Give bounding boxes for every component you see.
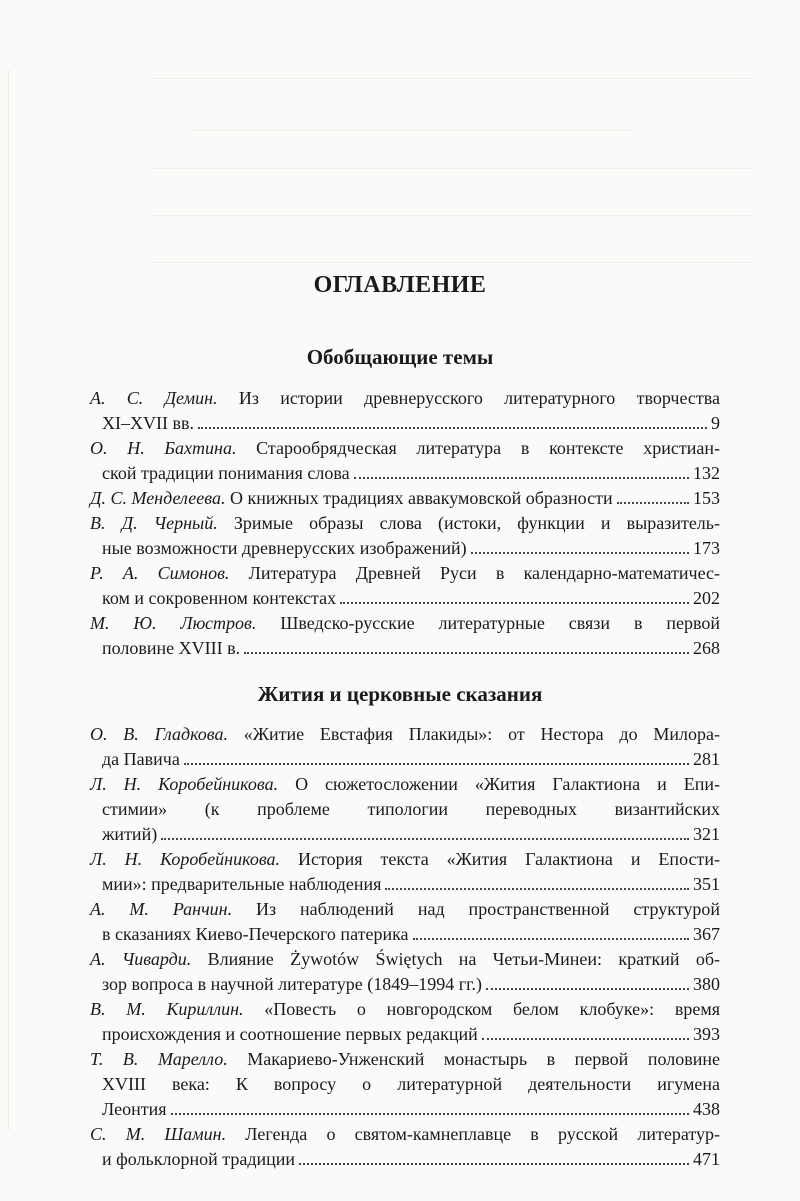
entry-text-line bbox=[102, 1022, 478, 1047]
page-number: 393 bbox=[693, 1024, 720, 1044]
section-heading: Жития и церковные сказания bbox=[257, 682, 543, 706]
page-edge-shadow bbox=[8, 70, 15, 1130]
entry-text-line bbox=[102, 536, 467, 561]
toc-entry[interactable] bbox=[90, 722, 720, 772]
entry-text-line bbox=[102, 922, 409, 947]
entry-title: стимии» (к проблеме типологии переводных византийских bbox=[102, 799, 720, 819]
entry-title: Легенда о святом-камнеплавце в русской литератур- bbox=[226, 1124, 720, 1144]
entry-text-line bbox=[90, 511, 720, 536]
entry-text-line bbox=[90, 722, 720, 747]
bleed-through-line bbox=[150, 78, 750, 79]
dot-leader bbox=[184, 763, 689, 765]
entry-title: мии»: предварительные наблюдения bbox=[102, 874, 382, 894]
dot-leader bbox=[198, 427, 707, 429]
entry-author: О. Н. Бахтина. bbox=[90, 438, 237, 458]
entry-text-line bbox=[90, 561, 720, 586]
dot-leader bbox=[471, 552, 689, 554]
toc-entry[interactable] bbox=[90, 611, 720, 661]
entry-title: Влияние Żywotów Świętych на Четьи-Минеи: краткий об- bbox=[191, 949, 720, 969]
toc-entry[interactable] bbox=[90, 511, 720, 561]
entry-title: XI–XVII вв. bbox=[102, 413, 194, 433]
page-number: 438 bbox=[693, 1099, 720, 1119]
dot-leader bbox=[161, 838, 689, 840]
entry-text-line bbox=[90, 486, 613, 511]
bleed-through-line bbox=[150, 215, 750, 216]
entry-text-line bbox=[90, 436, 720, 461]
toc-entry[interactable] bbox=[90, 847, 720, 897]
entry-title: ные возможности древнерусских изображений) bbox=[102, 538, 467, 558]
entry-text-line bbox=[102, 1147, 295, 1172]
entry-title: ком и сокровенном контекстах bbox=[102, 588, 337, 608]
entry-text-line bbox=[90, 611, 720, 636]
entry-author: Л. Н. Коробейникова. bbox=[90, 774, 279, 794]
section-heading: Обобщающие темы bbox=[306, 345, 494, 369]
page-number: 380 bbox=[693, 974, 720, 994]
dot-leader bbox=[385, 888, 689, 890]
entry-text-line bbox=[90, 1047, 720, 1072]
entry-author: Л. Н. Коробейникова. bbox=[90, 849, 281, 869]
entry-title: житий) bbox=[102, 824, 158, 844]
entry-title: половине XVIII в. bbox=[102, 638, 241, 658]
entry-text-line bbox=[90, 947, 720, 972]
entry-title: ской традиции понимания слова bbox=[102, 463, 350, 483]
entry-text-line bbox=[102, 1097, 167, 1122]
entry-text-line bbox=[102, 747, 180, 772]
page-number: 321 bbox=[693, 824, 720, 844]
entry-title: Из наблюдений над пространственной структурой bbox=[232, 899, 720, 919]
entry-title: О книжных традициях аввакумовской образности bbox=[225, 488, 613, 508]
entry-title: Леонтия bbox=[102, 1099, 167, 1119]
entry-text-line bbox=[102, 461, 350, 486]
toc-list bbox=[90, 386, 720, 661]
page-number: 132 bbox=[693, 463, 720, 483]
dot-leader bbox=[482, 1038, 689, 1040]
page-number: 202 bbox=[693, 588, 720, 608]
page-number: 367 bbox=[693, 924, 720, 944]
entry-text-line bbox=[90, 1122, 720, 1147]
dot-leader bbox=[244, 652, 689, 654]
entry-text-line bbox=[90, 772, 720, 797]
entry-author: М. Ю. Люстров. bbox=[90, 613, 257, 633]
entry-title: О сюжетосложении «Жития Галактиона и Епи- bbox=[278, 774, 720, 794]
entry-title: зор вопроса в научной литературе (1849–1994 гг.) bbox=[102, 974, 483, 994]
dot-leader bbox=[486, 988, 689, 990]
dot-leader bbox=[171, 1113, 690, 1115]
entry-text-line bbox=[90, 997, 720, 1022]
toc-entry[interactable] bbox=[90, 386, 720, 436]
dot-leader bbox=[299, 1163, 689, 1165]
entry-title: Старообрядческая литература в контексте христиан- bbox=[236, 438, 720, 458]
entry-title: в сказаниях Киево-Печерского патерика bbox=[102, 924, 409, 944]
page-number: 173 bbox=[693, 538, 720, 558]
toc-entry[interactable] bbox=[90, 1047, 720, 1122]
bleed-through-line bbox=[150, 262, 750, 263]
entry-title: Макариево-Унженский монастырь в первой половине bbox=[227, 1049, 721, 1069]
page-number: 281 bbox=[693, 749, 720, 769]
entry-author: В. М. Кириллин. bbox=[90, 999, 244, 1019]
entry-author: С. М. Шамин. bbox=[90, 1124, 227, 1144]
toc-entry[interactable] bbox=[90, 486, 720, 511]
dot-leader bbox=[340, 602, 689, 604]
toc-entry[interactable] bbox=[90, 561, 720, 611]
page-number: 351 bbox=[693, 874, 720, 894]
entry-title: «Житие Евстафия Плакиды»: от Нестора до Милора- bbox=[228, 724, 720, 744]
dot-leader bbox=[354, 477, 689, 479]
page-number: 153 bbox=[693, 488, 720, 508]
entry-text-line bbox=[90, 386, 720, 411]
toc-entry[interactable] bbox=[90, 947, 720, 997]
entry-text-line bbox=[90, 797, 720, 822]
toc-entry[interactable] bbox=[90, 772, 720, 847]
page-title: ОГЛАВЛЕНИЕ bbox=[313, 272, 487, 298]
entry-title: Зримые образы слова (истоки, функции и выразитель- bbox=[217, 513, 720, 533]
page-number: 268 bbox=[693, 638, 720, 658]
entry-text-line bbox=[102, 636, 240, 661]
entry-author: О. В. Гладкова. bbox=[90, 724, 228, 744]
bleed-through-line bbox=[190, 130, 630, 131]
bleed-through-line bbox=[150, 168, 750, 169]
entry-author: А. С. Демин. bbox=[90, 388, 218, 408]
entry-author: А. Чиварди. bbox=[90, 949, 192, 969]
dot-leader bbox=[617, 502, 689, 504]
entry-text-line bbox=[90, 897, 720, 922]
entry-title: Шведско-русские литературные связи в первой bbox=[256, 613, 720, 633]
entry-text-line bbox=[102, 822, 157, 847]
page-number: 9 bbox=[711, 413, 720, 433]
entry-title: Литература Древней Руси в календарно-математичес- bbox=[229, 563, 720, 583]
toc-entry[interactable] bbox=[90, 1122, 720, 1172]
entry-title: и фольклорной традиции bbox=[102, 1149, 296, 1169]
dot-leader bbox=[413, 938, 689, 940]
page-number: 471 bbox=[693, 1149, 720, 1169]
toc-list bbox=[90, 722, 720, 1172]
entry-title: Из истории древнерусского литературного творчества bbox=[217, 388, 720, 408]
entry-title: История текста «Жития Галактиона и Епости- bbox=[280, 849, 720, 869]
entry-text-line bbox=[102, 411, 194, 436]
entry-author: Р. А. Симонов. bbox=[90, 563, 230, 583]
entry-author: Т. В. Марелло. bbox=[90, 1049, 228, 1069]
toc-entry[interactable] bbox=[90, 436, 720, 486]
entry-text-line bbox=[102, 972, 482, 997]
toc-entry[interactable] bbox=[90, 897, 720, 947]
entry-text-line bbox=[102, 872, 381, 897]
entry-author: Д. С. Менделеева. bbox=[90, 488, 226, 508]
entry-text-line bbox=[90, 847, 720, 872]
entry-text-line bbox=[102, 586, 336, 611]
entry-text-line bbox=[90, 1072, 720, 1097]
entry-title: происхождения и соотношение первых редакций bbox=[102, 1024, 478, 1044]
entry-author: В. Д. Черный. bbox=[90, 513, 218, 533]
entry-title: «Повесть о новгородском белом клобуке»: время bbox=[243, 999, 720, 1019]
entry-author: А. М. Ранчин. bbox=[90, 899, 233, 919]
entry-title: да Павича bbox=[102, 749, 180, 769]
entry-title: XVIII века: К вопросу о литературной деятельности игумена bbox=[102, 1074, 720, 1094]
toc-entry[interactable] bbox=[90, 997, 720, 1047]
